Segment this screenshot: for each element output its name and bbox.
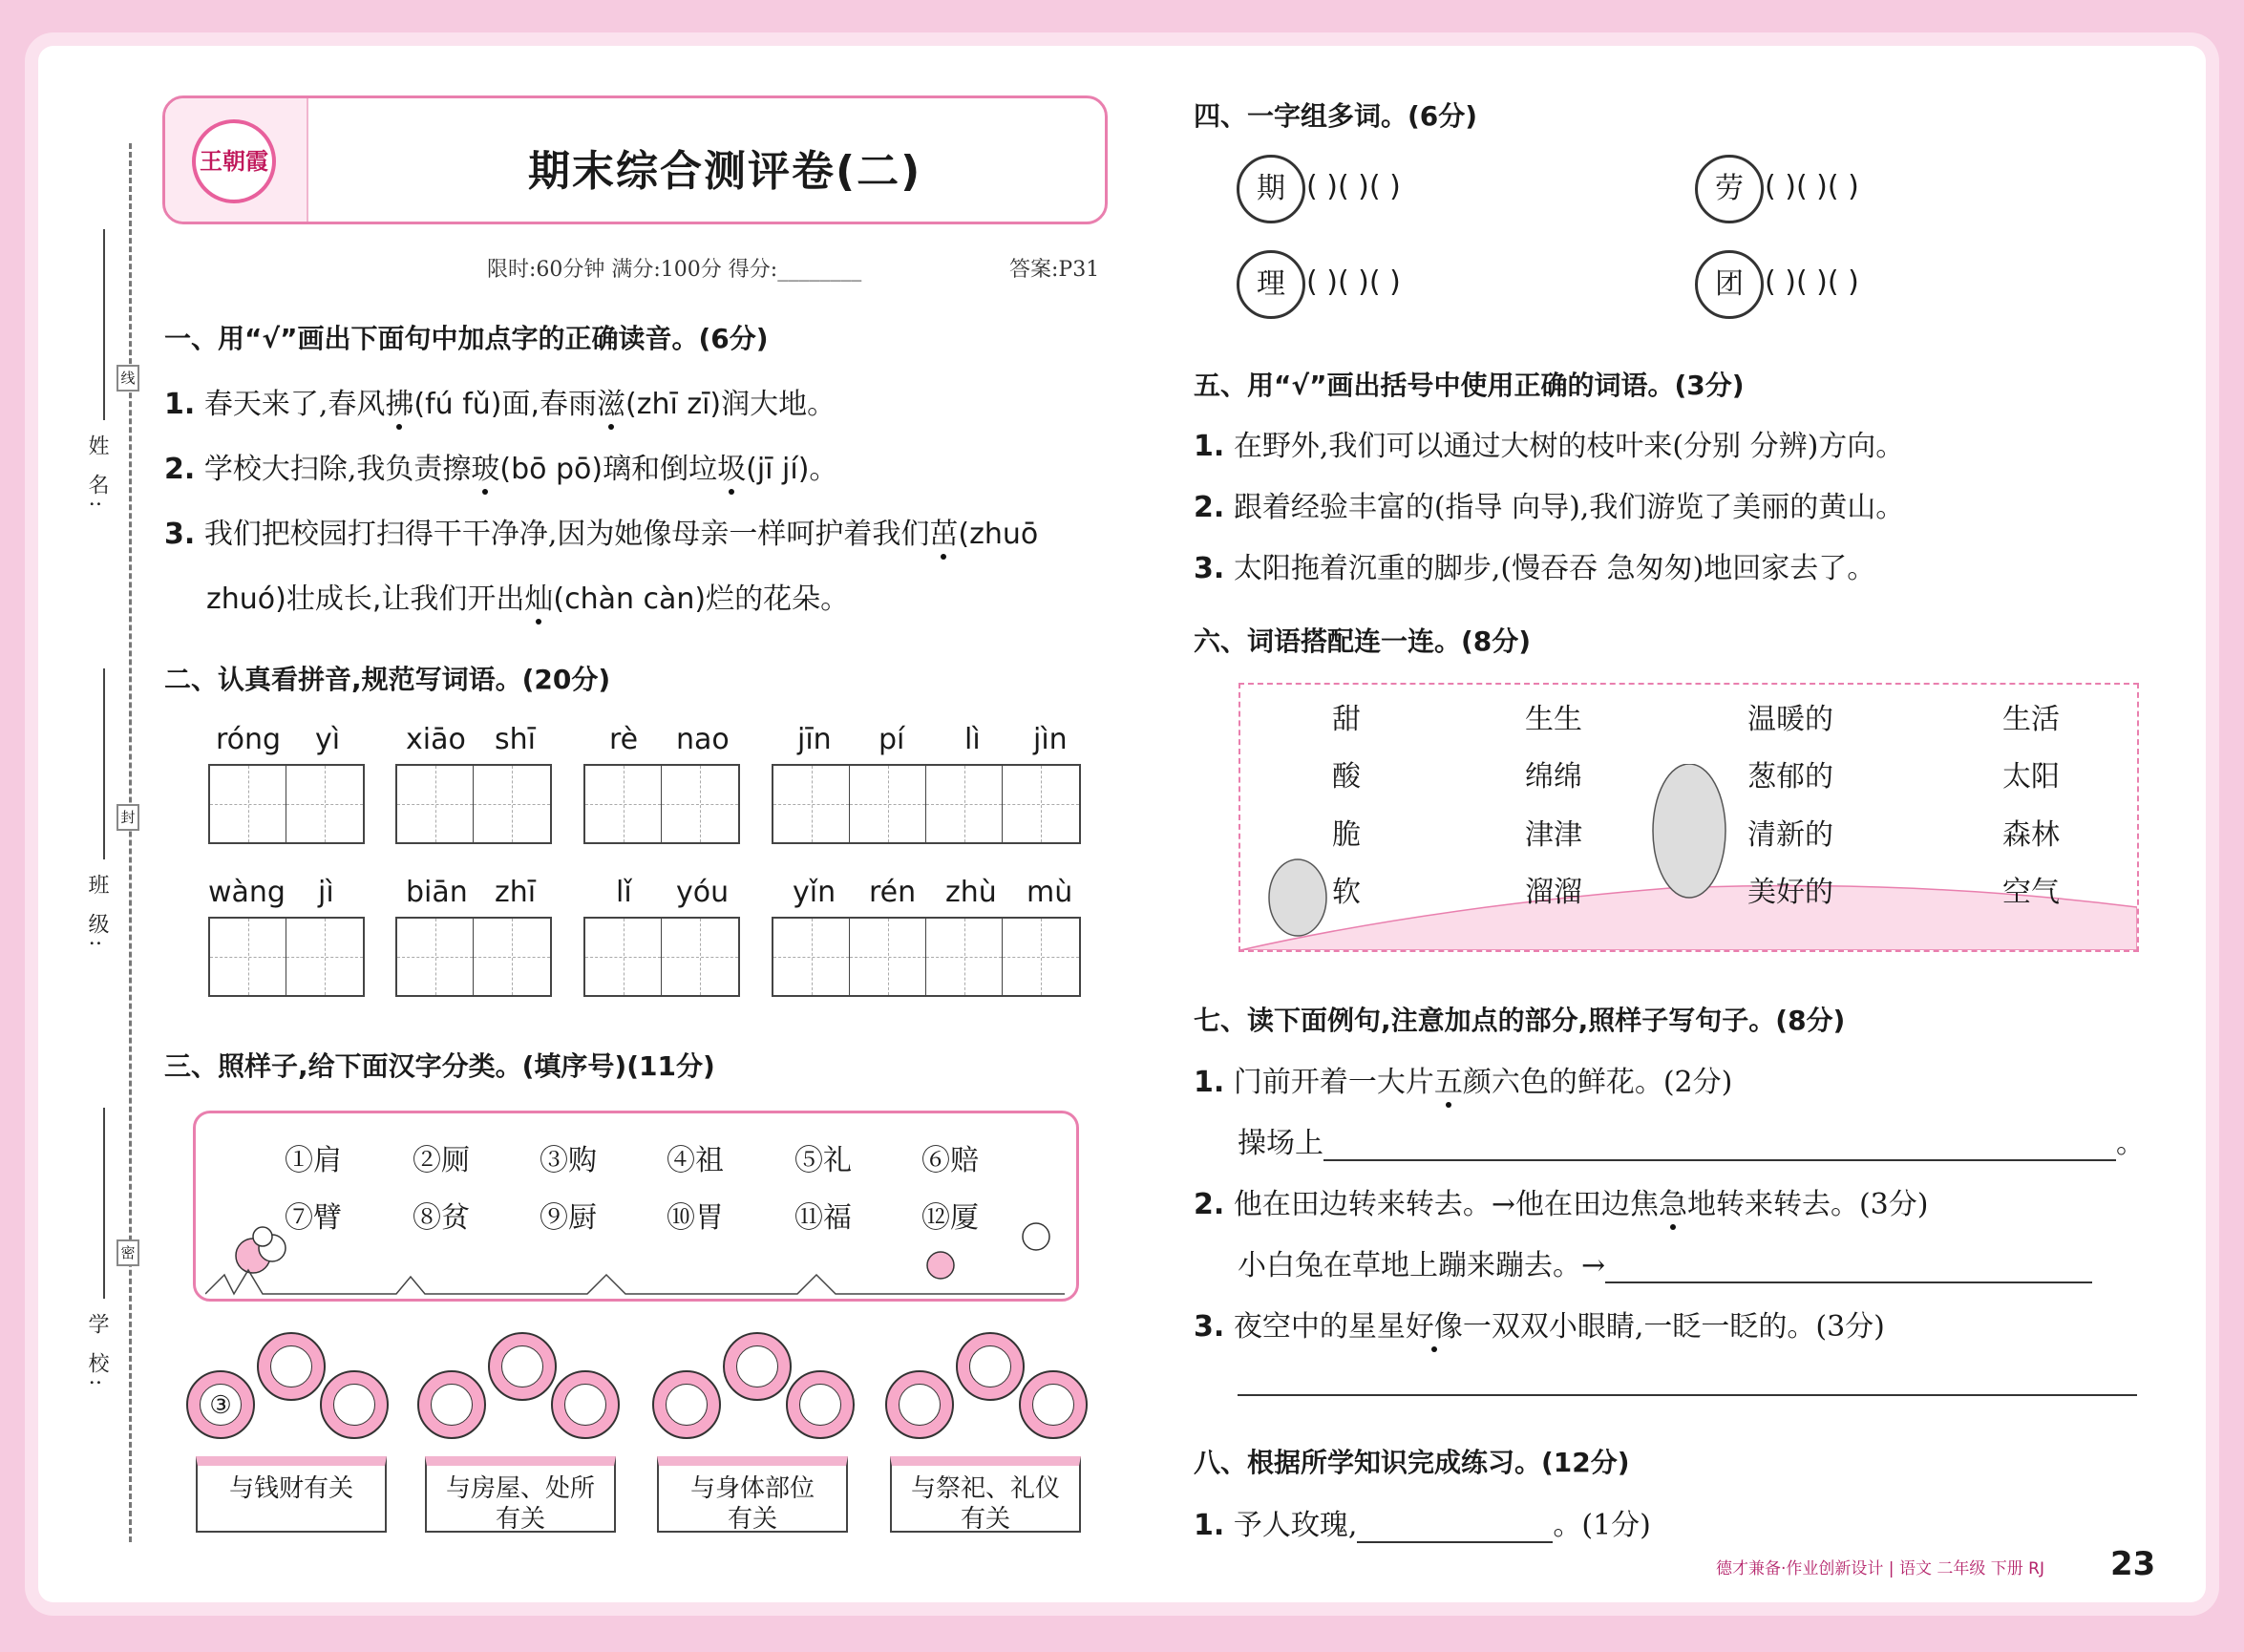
answer-parens[interactable]: ( )( )( ) <box>1306 170 1401 203</box>
char-option: ⑦臂 <box>285 1201 342 1235</box>
char-option: ①肩 <box>285 1144 342 1177</box>
example-answer: ③ <box>200 1384 242 1426</box>
pinyin: mù <box>1027 876 1073 909</box>
match-word[interactable]: 太阳 <box>2002 760 2060 794</box>
match-word[interactable]: 甜 <box>1332 703 1361 736</box>
title-box <box>162 95 1108 224</box>
pinyin: shī <box>495 723 536 756</box>
s2-title: 二、认真看拼音,规范写词语。(20分) <box>164 664 611 695</box>
s7-q2-answer: 小白兔在草地上蹦来蹦去。→ <box>1238 1241 2092 1283</box>
char-circle: 团 <box>1695 250 1764 319</box>
class-field[interactable] <box>103 668 105 859</box>
answer-line[interactable] <box>1323 1127 2116 1161</box>
char-option: ③购 <box>540 1144 597 1177</box>
s6-title: 六、词语搭配连一连。(8分) <box>1194 625 1532 657</box>
write-grid-8[interactable] <box>772 917 1081 997</box>
answer-parens[interactable]: ( )( )( ) <box>1765 265 1859 299</box>
char-circle: 期 <box>1237 155 1305 223</box>
char-option: ⑫厦 <box>921 1201 979 1235</box>
s5-q3: 3. 太阳拖着沉重的脚步,(慢吞吞 急匆匆)地回家去了。 <box>1194 552 1876 585</box>
s1-q3-cont: zhuó)壮成长,让我们开出灿(chàn càn)烂的花朵。 <box>206 575 849 617</box>
name-field[interactable] <box>103 229 105 420</box>
logo-band <box>165 98 308 222</box>
write-grid-4[interactable] <box>772 764 1081 844</box>
page-title: 期末综合测评卷(二) <box>528 147 922 196</box>
match-word[interactable]: 绵绵 <box>1525 760 1582 794</box>
binding-tag-line: 线 <box>116 365 139 392</box>
pinyin: jìn <box>1033 723 1068 756</box>
write-grid-1[interactable] <box>208 764 365 844</box>
s7-q3: 3. 夜空中的星星好像一双双小眼睛,一眨一眨的。(3分) <box>1194 1303 1885 1345</box>
brand-logo: 王朝霞 <box>192 119 276 203</box>
s7-q1-answer: 操场上 。 <box>1238 1127 2145 1160</box>
grass-decoration <box>205 1208 1065 1299</box>
pinyin: biān <box>406 876 468 909</box>
s8-q1: 1. 予人玫瑰, 。(1分) <box>1194 1509 1651 1542</box>
char-circle: 理 <box>1237 250 1305 319</box>
pinyin: rén <box>869 876 917 909</box>
s1-q1: 1. 春天来了,春风拂(fú fǔ)面,春雨滋(zhī zī)润大地。 <box>164 380 836 422</box>
pinyin: róng <box>216 723 282 756</box>
match-word[interactable]: 森林 <box>2002 818 2060 852</box>
school-field[interactable] <box>103 1108 105 1299</box>
char-option: ④祖 <box>667 1144 724 1177</box>
page-number: 23 <box>2110 1545 2156 1583</box>
write-grid-7[interactable] <box>583 917 740 997</box>
char-option: ⑪福 <box>794 1201 852 1235</box>
match-word[interactable]: 脆 <box>1332 818 1361 852</box>
s5-q1: 1. 在野外,我们可以通过大树的枝叶来(分别 分辨)方向。 <box>1194 430 1905 463</box>
flower-pot-3 <box>652 1332 862 1475</box>
binding-line <box>129 143 132 1542</box>
write-grid-2[interactable] <box>395 764 552 844</box>
write-grid-6[interactable] <box>395 917 552 997</box>
match-word[interactable]: 葱郁的 <box>1747 760 1833 794</box>
s8-title: 八、根据所学知识完成练习。(12分) <box>1194 1447 1630 1478</box>
char-option: ⑤礼 <box>794 1144 852 1177</box>
pinyin: wàng <box>208 876 286 909</box>
pinyin: yì <box>315 723 341 756</box>
answer-parens[interactable]: ( )( )( ) <box>1765 170 1859 203</box>
flower-pot-2 <box>417 1332 627 1475</box>
pinyin: pí <box>879 723 905 756</box>
s5-title: 五、用“√”画出括号中使用正确的词语。(3分) <box>1194 370 1745 401</box>
s1-q2: 2. 学校大扫除,我负责擦玻(bō pō)璃和倒垃圾(jī jí)。 <box>164 445 837 487</box>
answer-line[interactable] <box>1605 1249 2092 1283</box>
match-word[interactable]: 空气 <box>2002 876 2060 909</box>
pot-label-3: 与身体部位 有关 <box>657 1456 848 1533</box>
match-word[interactable]: 溜溜 <box>1525 876 1582 909</box>
pinyin: jì <box>318 876 334 909</box>
write-grid-5[interactable] <box>208 917 365 997</box>
pot-label-2: 与房屋、处所 有关 <box>425 1456 616 1533</box>
name-label: 姓 名: <box>85 434 109 514</box>
answer-ref: 答案:P31 <box>1009 258 1100 282</box>
pinyin: xiāo <box>406 723 466 756</box>
pinyin: yǐn <box>793 876 836 909</box>
s3-title: 三、照样子,给下面汉字分类。(填序号)(11分) <box>164 1050 715 1082</box>
class-label: 班 级: <box>85 874 109 953</box>
write-grid-3[interactable] <box>583 764 740 844</box>
char-option: ⑥赔 <box>921 1144 979 1177</box>
match-word[interactable]: 清新的 <box>1747 818 1833 852</box>
match-word[interactable]: 生生 <box>1525 703 1582 736</box>
char-option: ②厕 <box>413 1144 470 1177</box>
match-word[interactable]: 生活 <box>2002 703 2060 736</box>
binding-tag-secret: 密 <box>116 1239 139 1266</box>
match-word[interactable]: 温暖的 <box>1747 703 1833 736</box>
char-option: ⑩胃 <box>667 1201 724 1235</box>
school-label: 学 校: <box>85 1313 109 1392</box>
answer-parens[interactable]: ( )( )( ) <box>1306 265 1401 299</box>
exam-meta: 限时:60分钟 满分:100分 得分:________ <box>487 258 862 282</box>
match-word[interactable]: 软 <box>1332 876 1361 909</box>
s7-q1: 1. 门前开着一大片五颜六色的鲜花。(2分) <box>1194 1058 1732 1100</box>
s5-q2: 2. 跟着经验丰富的(指导 向导),我们游览了美丽的黄山。 <box>1194 491 1905 524</box>
pinyin: nao <box>676 723 730 756</box>
char-option: ⑨厨 <box>540 1201 597 1235</box>
s1-title: 一、用“√”画出下面句中加点字的正确读音。(6分) <box>164 323 769 354</box>
flower-pot-4 <box>885 1332 1095 1475</box>
match-word[interactable]: 美好的 <box>1747 876 1833 909</box>
pot-label-1: 与钱财有关 <box>196 1456 387 1533</box>
pinyin: rè <box>609 723 639 756</box>
answer-line[interactable] <box>1357 1509 1553 1543</box>
pinyin: zhù <box>945 876 997 909</box>
char-circle: 劳 <box>1695 155 1764 223</box>
pinyin: lì <box>964 723 981 756</box>
footer-text: 德才兼备·作业创新设计 | 语文 二年级 下册 RJ <box>1716 1559 2044 1578</box>
char-option: ⑧贫 <box>413 1201 470 1235</box>
binding-tag-seal: 封 <box>116 804 139 831</box>
pinyin: jīn <box>797 723 832 756</box>
match-word[interactable]: 津津 <box>1525 818 1582 852</box>
match-word[interactable]: 酸 <box>1332 760 1361 794</box>
s7-title: 七、读下面例句,注意加点的部分,照样子写句子。(8分) <box>1194 1005 1846 1036</box>
flower-pot-1 <box>186 1332 396 1475</box>
s4-title: 四、一字组多词。(6分) <box>1194 100 1478 132</box>
pinyin: yóu <box>676 876 730 909</box>
pot-label-4: 与祭祀、礼仪 有关 <box>890 1456 1081 1533</box>
s7-q2: 2. 他在田边转来转去。→他在田边焦急地转来转去。(3分) <box>1194 1180 1928 1222</box>
pinyin: zhī <box>495 876 537 909</box>
s1-q3: 3. 我们把校园打扫得干干净净,因为她像母亲一样呵护着我们茁(zhuō <box>164 510 1038 552</box>
s7-q3-answer-line[interactable] <box>1238 1394 2137 1396</box>
pinyin: lǐ <box>616 876 632 909</box>
